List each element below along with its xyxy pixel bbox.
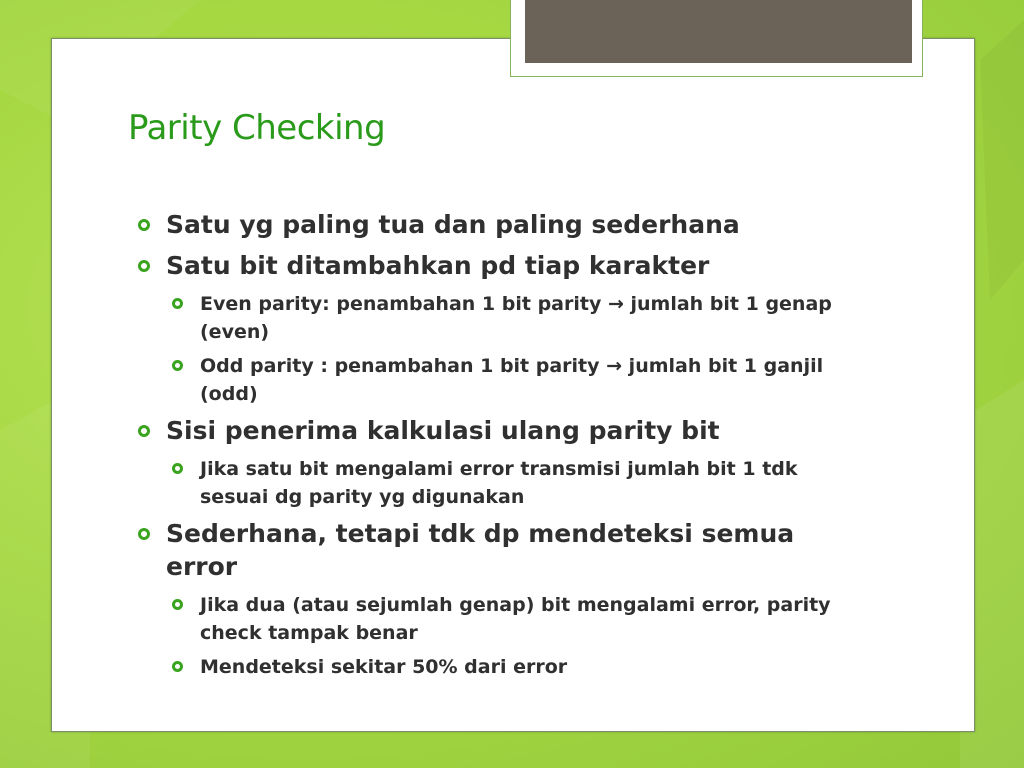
ring-bullet-icon <box>172 661 183 672</box>
slide-title: Parity Checking <box>128 108 386 148</box>
bullet-text: Satu bit ditambahkan pd tiap karakter <box>166 251 710 280</box>
ring-bullet-icon <box>138 425 150 437</box>
header-tab <box>523 0 914 65</box>
sub-bullet-text: Mendeteksi sekitar 50% dari error <box>200 656 568 678</box>
sub-bullet-text: Even parity: penambahan 1 bit parity → jumlah bit 1 genap (even) <box>200 293 832 343</box>
sub-bullet-item <box>136 455 866 511</box>
sub-bullet-text: Jika dua (atau sejumlah genap) bit mengalami error, parity check tampak benar <box>200 594 831 644</box>
ring-bullet-icon <box>172 360 183 371</box>
bullet-item <box>136 249 866 282</box>
bullet-list <box>136 208 866 687</box>
sub-bullet-item <box>136 352 866 408</box>
sub-bullet-item <box>136 290 866 346</box>
bullet-item <box>136 414 866 447</box>
sub-bullet-item <box>136 653 866 681</box>
sub-bullet-text: Jika satu bit mengalami error transmisi jumlah bit 1 tdk sesuai dg parity yg digunakan <box>200 458 798 508</box>
ring-bullet-icon <box>138 260 150 272</box>
sub-bullet-text: Odd parity : penambahan 1 bit parity → jumlah bit 1 ganjil (odd) <box>200 355 824 405</box>
bullet-item <box>136 517 866 583</box>
sub-bullet-item <box>136 591 866 647</box>
ring-bullet-icon <box>172 463 183 474</box>
ring-bullet-icon <box>138 528 150 540</box>
bullet-text: Sederhana, tetapi tdk dp mendeteksi semua error <box>166 519 795 581</box>
ring-bullet-icon <box>138 219 150 231</box>
bullet-text: Sisi penerima kalkulasi ulang parity bit <box>166 416 720 445</box>
ring-bullet-icon <box>172 298 183 309</box>
bullet-item <box>136 208 866 241</box>
ring-bullet-icon <box>172 599 183 610</box>
bullet-text: Satu yg paling tua dan paling sederhana <box>166 210 740 239</box>
